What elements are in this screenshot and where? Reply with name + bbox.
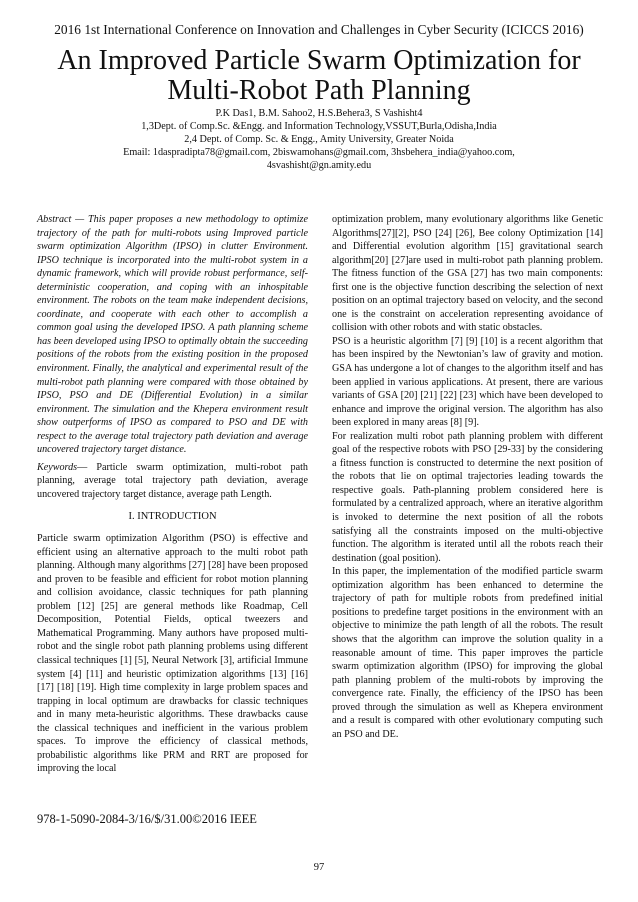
right-column: [332, 213, 603, 741]
affiliation-2: 2,4 Dept. of Comp. Sc. & Engg., Amity University, Greater Noida: [184, 134, 454, 145]
page-number: 97: [313, 862, 325, 873]
abstract-text: — This paper proposes a new methodology to optimize trajectory of the path for multi-robots using Improved particle swarm optimization Algorithm (IPSO) in clutter Environment. IPSO technique is incorporated into the multi-robot system in a dynamic framework, which will provide robust performance, self-deterministic cooperation, and coping with an inhospitable environment. The robots on the team make independent decisions, coordinate, and cooperate with each other to accomplish a common goal using the developed IPSO. A path planning scheme has been developed using IPSO to optimally obtain the succeeding positions of the robots from the existing position in the proposed environment. Finally, the analytical and experimental result of the multi-robot path planning were compared with those obtained by IPSO, PSO and DE (Differential Evolution) in a similar environment. The simulation and the Khepera environment result show outperforms of IPSO as compared to PSO and DE with respect to the average total trajectory path deviation and average uncovered trajectory target distance.: [37, 214, 308, 456]
abstract: [37, 213, 308, 457]
author-names: P.K Das1, B.M. Sahoo2, H.S.Behera3, S Vashisht4: [215, 108, 423, 119]
keywords-label: Keywords: [37, 461, 78, 473]
keywords-text: — Particle swarm optimization, multi-robot path planning, average total trajectory path deviation, average uncovered trajectory target distance, average path Length.: [37, 461, 308, 500]
abstract-label: Abstract: [37, 214, 72, 225]
keywords: [37, 461, 308, 502]
author-emails: Email: 1daspradipta78@gmail.com, 2biswamohans@gmail.com, 3hsbehera_india@yahoo.com,: [123, 147, 515, 158]
intro-paragraph-4: For realization multi robot path planning problem with different goal of the respective robots with PSO [29-33] by the considering a fitness function is constructed to determine the next position of the robots that lie on optimal trajectories leading towards the respective goals. Path-planning problem considered here is formulated by a centralized approach, where an iterative algorithm is invoked to determine the next position of all the robots satisfying all the constraints imposed on the multi-objective function. The algorithm is iterated until all the robots reach their destination (goal position).: [332, 430, 603, 564]
isbn-footer: 978-1-5090-2084-3/16/$/31.00©2016 IEEE: [37, 812, 257, 826]
author-emails-cont: 4svashisht@gn.amity.edu: [266, 160, 372, 171]
affiliation-1: 1,3Dept. of Comp.Sc. &Engg. and Information Technology,VSSUT,Burla,Odisha,India: [141, 121, 497, 132]
title-line-1: An Improved Particle Swarm Optimization for: [57, 45, 581, 76]
author-block: [30, 107, 608, 172]
intro-paragraph-3: PSO is a heuristic algorithm [7] [9] [10] is a recent algorithm that has been inspired by the Newtonian’s law of gravity and motion. GSA has undergone a lot of changes to the algorithm itself and has been applied in various applications. At present, there are various variants of GSA [20] [21] [22] [23] which have been developed to enhance and improve the original version. The algorithm has also been explored in many areas [8] [9].: [332, 335, 603, 429]
conference-header: 2016 1st International Conference on Innovation and Challenges in Cyber Security (ICICCS 2016): [54, 22, 584, 37]
intro-paragraph-5: In this paper, the implementation of the modified particle swarm optimization algorithm has been enhanced to determine the trajectory of path for multiple robots from predefined initial positions to predefine target positions in the environment with an objective to minimize the path length of all the robots. The result shows that the algorithm can improve the solution quality in a reasonable amount of time. This paper improves the particle swarm optimization algorithm (IPSO) for improving the global path planning problem of the multi-robots by improving the convergence rate. Finally, the efficiency of the IPSO has been proved through the simulation as well as Khepera environment and a result is compared with other evolutionary computing such an PSO and DE.: [332, 566, 603, 740]
paper-title: [20, 46, 618, 106]
section-heading-introduction: I. INTRODUCTION: [128, 511, 217, 523]
title-line-2: Multi-Robot Path Planning: [167, 75, 471, 106]
intro-paragraph-1: Particle swarm optimization Algorithm (PSO) is effective and efficient using an alternative approach to the multi robot path planning. Although many algorithms [27] [28] have been proposed and proven to be feasible and efficient for robot motion planning and collision avoidance, classic techniques for path planning problem [12] [25] are general methods like Roadmap, Cell Decomposition, Potential Fields, optical tweezers and Mathematical Programming. Many authors have proposed multi-robot and the single robot path planning problems using different classical techniques [1] [5], Neural Network [3], artificial Immune system [4] [11] and heuristic optimization algorithms [13] [16] [17] [18] [19]. High time complexity in large problem spaces and trapping in local optimum are drawbacks for classic techniques and in many meta-heuristic algorithms. These drawbacks cause the classical techniques and inefficient in the various problem spaces. To improve the efficiency of classical methods, probabilistic algorithms like PRM and RRT are proposed for improving the local: [37, 533, 308, 775]
intro-paragraph-2: optimization problem, many evolutionary algorithms like Genetic Algorithms[27][2], PSO [24] [26], Bee colony Optimization [14] and Differential evolution algorithm [15] gravitational search algorithm[20] [27]are used in multi-robot path planning problem. The fitness function of the GSA [27] has two main components: first one is the objective function describing the selection of next position on an optimal trajectory based on velocity, and the second one is the constraint on acceleration representing avoidance of collision with other robots and with static obstacles.: [332, 214, 603, 334]
left-column: [37, 213, 308, 776]
